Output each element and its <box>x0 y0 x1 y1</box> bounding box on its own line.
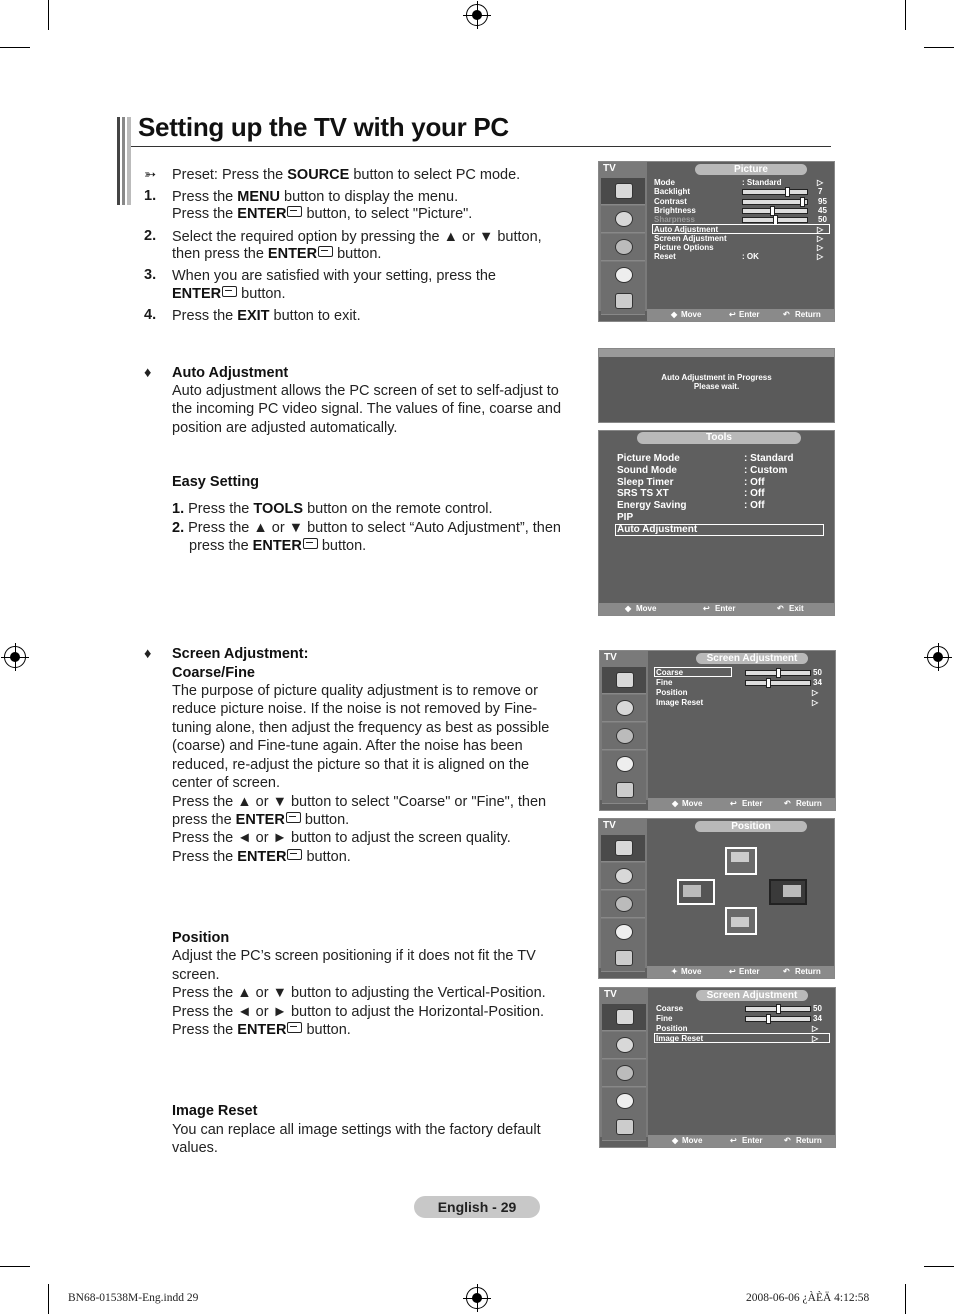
osd-row-arrow-icon: ▷ <box>812 698 819 707</box>
osd-header: Picture <box>695 164 807 175</box>
tools-row-value: : Off <box>744 488 765 500</box>
osd-row-label: Picture Options <box>654 243 714 253</box>
position-up-icon <box>725 847 757 875</box>
osd-position-menu <box>598 818 835 979</box>
osd-slider <box>742 189 808 195</box>
tools-selection-highlight <box>615 524 824 536</box>
registration-mark-icon <box>466 4 488 26</box>
crop-mark <box>48 1284 49 1314</box>
channel-menu-icon <box>602 1060 646 1087</box>
step-2-line-1: Select the required option by pressing the ▲ or ▼ button, <box>172 229 542 245</box>
setup-menu-icon <box>602 751 646 778</box>
crop-mark <box>905 1284 906 1314</box>
sound-menu-icon <box>601 863 645 890</box>
screen-adj-line: press the ENTER button. <box>172 812 350 828</box>
osd-row-label: Auto Adjustment <box>654 224 719 234</box>
setup-menu-icon <box>601 262 645 289</box>
image-reset-line: values. <box>172 1140 218 1156</box>
osd-screen-adjustment-menu <box>599 650 836 811</box>
tools-row-label: Sleep Timer <box>617 476 674 488</box>
enter-icon <box>286 812 301 823</box>
crop-mark <box>0 1266 30 1267</box>
osd-row-number: 50 <box>813 668 822 677</box>
step-number: 3. <box>144 267 157 283</box>
osd-row-number: 7 <box>818 187 823 197</box>
return-icon: ↶ <box>784 1136 791 1145</box>
tools-row-label: SRS TS XT <box>617 488 669 500</box>
progress-message: Auto Adjustment in Progress <box>661 373 772 382</box>
osd-header: Screen Adjustment <box>696 653 808 664</box>
registration-mark-icon <box>466 1287 488 1309</box>
channel-menu-icon <box>602 723 646 750</box>
osd-row-number: 95 <box>818 196 827 206</box>
return-icon: ↶ <box>783 967 790 976</box>
enter-icon <box>287 849 302 860</box>
osd-row-label: Image Reset <box>656 1034 704 1043</box>
registration-mark-icon <box>4 646 26 668</box>
screen-adj-line: Press the ▲ or ▼ button to select "Coarse" or "Fine", then <box>172 794 547 810</box>
channel-menu-icon <box>601 891 645 918</box>
osd-row-number: 45 <box>818 205 827 215</box>
enter-icon: ↩ <box>703 604 710 613</box>
osd-row-label: Image Reset <box>656 698 704 707</box>
input-menu-icon <box>602 777 646 804</box>
osd-sidebar <box>600 988 648 1137</box>
tools-row-label: Picture Mode <box>617 453 680 464</box>
enter-icon: ↩ <box>729 310 736 319</box>
osd-tv-label: TV <box>604 652 617 663</box>
position-line: Press the ◄ or ► button to adjust the Horizontal-Position. <box>172 1004 545 1020</box>
registration-mark-icon <box>927 646 949 668</box>
setup-menu-icon <box>601 919 645 946</box>
osd-row-label: Sharpness <box>654 215 695 225</box>
setup-menu-icon <box>602 1088 646 1115</box>
easy-step-2-line-1: 2. Press the ▲ or ▼ button to select “Auto Adjustment”, then <box>172 520 561 536</box>
osd-row-number: 34 <box>813 1014 822 1023</box>
easy-step-1: 1. Press the TOOLS button on the remote control. <box>172 501 493 517</box>
bullet-icon: ♦ <box>144 365 152 381</box>
crop-mark <box>924 1266 954 1267</box>
picture-menu-icon <box>601 178 645 205</box>
screen-adj-line: reduce picture noise. If the noise is not removed by Fine- <box>172 701 538 717</box>
osd-row-label: Reset <box>654 252 676 262</box>
easy-step-2-line-2: press the ENTER button. <box>189 538 367 554</box>
tools-header: Tools <box>637 432 801 444</box>
osd-slider <box>745 670 811 676</box>
tools-row-label: Energy Saving <box>617 500 687 512</box>
move-icon: ◆ <box>672 1136 679 1145</box>
position-line: Press the ENTER button. <box>172 1022 351 1038</box>
osd-slider-knob <box>776 1004 781 1014</box>
enter-icon <box>222 286 237 297</box>
step-1-line-2: Press the ENTER button, to select "Picture". <box>172 206 473 222</box>
osd-row-label: Fine <box>656 678 673 687</box>
enter-icon: ↩ <box>729 967 736 976</box>
enter-icon <box>287 206 302 217</box>
sound-menu-icon <box>602 1032 646 1059</box>
screen-adj-line: reduced, re-adjust the picture so that it is aligned on the <box>172 757 530 773</box>
picture-menu-icon <box>602 1004 646 1031</box>
return-icon: ↶ <box>784 799 791 808</box>
osd-slider-knob <box>766 1014 771 1024</box>
osd-screen-adjustment-menu <box>599 987 836 1148</box>
step-number: 1. <box>144 188 157 204</box>
image-reset-heading: Image Reset <box>172 1103 258 1119</box>
osd-row-label: Position <box>656 688 688 697</box>
tools-row-label: PIP <box>617 512 634 523</box>
step-4-line: Press the EXIT button to exit. <box>172 308 361 324</box>
osd-slider-knob <box>785 187 790 197</box>
progress-wait: Please wait. <box>693 382 740 391</box>
osd-tools-menu <box>598 430 835 616</box>
preset-arrow-icon: ➳ <box>144 167 157 183</box>
crop-mark <box>0 47 30 48</box>
position-line: Adjust the PC’s screen positioning if it does not fit the TV <box>172 948 536 964</box>
osd-row-label: Mode <box>654 178 675 187</box>
osd-row-label: Contrast <box>654 196 687 206</box>
osd-selection-highlight <box>654 667 732 677</box>
osd-row-number: 50 <box>818 215 827 225</box>
osd-row-label: Coarse <box>656 668 684 677</box>
osd-row-arrow-icon: ▷ <box>817 178 824 187</box>
sound-menu-icon <box>602 695 646 722</box>
title-bar-decoration <box>117 117 131 205</box>
page-title: Setting up the TV with your PC <box>138 112 509 142</box>
crop-mark <box>48 0 49 30</box>
position-line: Press the ▲ or ▼ button to adjusting the Vertical-Position. <box>172 985 546 1001</box>
slug-left: BN68-01538M-Eng.indd 29 <box>68 1292 199 1304</box>
osd-tv-label: TV <box>603 820 616 831</box>
tools-row-value: : Off <box>744 500 765 512</box>
tools-row-label: Auto Adjustment <box>617 523 698 535</box>
screen-adj-line: (coarse) and Fine-tune again. After the noise has been <box>172 738 523 754</box>
tools-row-label: Sound Mode <box>617 464 677 476</box>
sound-menu-icon <box>601 206 645 233</box>
osd-slider <box>742 217 808 223</box>
osd-row-label: Coarse <box>656 1004 684 1013</box>
move-icon: ◆ <box>625 604 632 613</box>
step-3-line-1: When you are satisfied with your setting, press the <box>172 268 496 284</box>
osd-sidebar <box>599 819 647 968</box>
auto-adjustment-line: the incoming PC video signal. The values of fine, coarse and <box>172 401 562 417</box>
coarse-fine-heading: Coarse/Fine <box>172 665 255 681</box>
osd-row-arrow-icon: ▷ <box>817 233 824 243</box>
input-menu-icon <box>601 288 645 315</box>
osd-selection-highlight <box>652 224 830 234</box>
step-number: 4. <box>144 307 157 323</box>
crop-mark <box>905 0 906 30</box>
exit-icon: ↶ <box>777 604 784 613</box>
move-icon: ✦ <box>671 967 678 976</box>
screen-adj-line: Press the ENTER button. <box>172 849 351 865</box>
screen-adj-line: Press the ◄ or ► button to adjust the screen quality. <box>172 830 511 846</box>
slug-right: 2008-06-06 ¿ÀÈÄ 4:12:58 <box>746 1292 870 1304</box>
osd-row-arrow-icon: ▷ <box>817 224 824 234</box>
step-2-line-2: then press the ENTER button. <box>172 246 382 262</box>
step-1-line-1: Press the MENU button to display the menu. <box>172 189 459 205</box>
osd-footer: ◆ Move ↩ Enter ↶ Return <box>647 309 834 321</box>
osd-slider-knob <box>776 668 781 678</box>
osd-sidebar <box>599 162 647 311</box>
osd-slider <box>745 1006 811 1012</box>
picture-menu-icon <box>601 835 645 862</box>
osd-slider-knob <box>766 678 771 688</box>
screen-adj-line: tuning alone, then adjust the frequency as best as possible <box>172 720 550 736</box>
osd-progress-dialog <box>598 348 835 423</box>
osd-picture-menu <box>598 161 835 322</box>
title-rule <box>131 146 831 147</box>
osd-slider <box>745 680 811 686</box>
osd-row-label: Fine <box>656 1014 673 1023</box>
osd-tv-label: TV <box>603 163 616 174</box>
osd-header: Position <box>695 821 807 832</box>
osd-sidebar <box>600 651 648 800</box>
auto-adjustment-heading: Auto Adjustment <box>172 365 289 381</box>
osd-row-number: 50 <box>813 1004 822 1013</box>
osd-row-arrow-icon: ▷ <box>812 688 819 697</box>
page-number-label: English - 29 <box>414 1196 540 1218</box>
osd-footer: ◆ Move ↩ Enter ↶ Exit <box>599 603 834 615</box>
move-icon: ◆ <box>671 310 678 319</box>
auto-adjustment-line: Auto adjustment allows the PC screen of set to self-adjust to <box>172 383 559 399</box>
osd-header: Screen Adjustment <box>696 990 808 1001</box>
position-left-icon <box>677 879 715 905</box>
screen-adjustment-heading: Screen Adjustment: <box>172 646 309 662</box>
image-reset-line: You can replace all image settings with the factory default <box>172 1122 541 1138</box>
osd-row-label: Backlight <box>654 187 691 197</box>
preset-line: Preset: Press the SOURCE button to select PC mode. <box>172 167 521 183</box>
input-menu-icon <box>602 1114 646 1141</box>
osd-slider-knob <box>800 197 805 207</box>
position-line: screen. <box>172 967 220 983</box>
auto-adjustment-line: position are adjusted automatically. <box>172 420 398 436</box>
tools-row-value: : Standard <box>744 453 794 464</box>
channel-menu-icon <box>601 234 645 261</box>
screen-adj-line: center of screen. <box>172 775 280 791</box>
osd-row-label: Position <box>656 1024 688 1033</box>
tools-row-value: : Custom <box>744 464 788 476</box>
osd-slider <box>742 208 808 214</box>
position-down-icon <box>725 907 757 935</box>
osd-tv-label: TV <box>604 989 617 1000</box>
position-heading: Position <box>172 930 230 946</box>
osd-selection-highlight <box>654 1033 830 1043</box>
enter-icon: ↩ <box>730 1136 737 1145</box>
osd-row-arrow-icon: ▷ <box>817 243 824 253</box>
move-icon: ◆ <box>672 799 679 808</box>
step-3-line-2: ENTER button. <box>172 286 286 302</box>
picture-menu-icon <box>602 667 646 694</box>
osd-footer: ◆ Move ↩ Enter ↶ Return <box>648 798 835 810</box>
osd-row-number: 34 <box>813 678 822 687</box>
osd-slider <box>742 199 808 205</box>
input-menu-icon <box>601 945 645 972</box>
screen-adj-line: The purpose of picture quality adjustment is to remove or <box>172 683 538 699</box>
tools-row-value: : Off <box>744 476 765 488</box>
bullet-icon: ♦ <box>144 646 152 662</box>
enter-icon <box>287 1022 302 1033</box>
osd-row-arrow-icon: ▷ <box>817 252 824 262</box>
osd-row-value: : Standard <box>742 178 782 187</box>
osd-footer: ◆ Move ↩ Enter ↶ Return <box>648 1135 835 1147</box>
osd-row-value: : OK <box>742 252 759 262</box>
position-right-icon <box>769 879 807 905</box>
enter-icon <box>318 246 333 257</box>
osd-row-label: Brightness <box>654 205 696 215</box>
progress-top-bar <box>599 349 834 357</box>
return-icon: ↶ <box>783 310 790 319</box>
osd-footer: ✦ Move ↩ Enter ↶ Return <box>647 966 834 978</box>
osd-row-label: Screen Adjustment <box>654 233 727 243</box>
crop-mark <box>924 47 954 48</box>
easy-setting-heading: Easy Setting <box>172 474 260 490</box>
osd-slider <box>745 1016 811 1022</box>
osd-row-arrow-icon: ▷ <box>812 1024 819 1033</box>
enter-icon <box>303 538 318 549</box>
step-number: 2. <box>144 228 157 244</box>
osd-row-arrow-icon: ▷ <box>812 1034 819 1043</box>
enter-icon: ↩ <box>730 799 737 808</box>
